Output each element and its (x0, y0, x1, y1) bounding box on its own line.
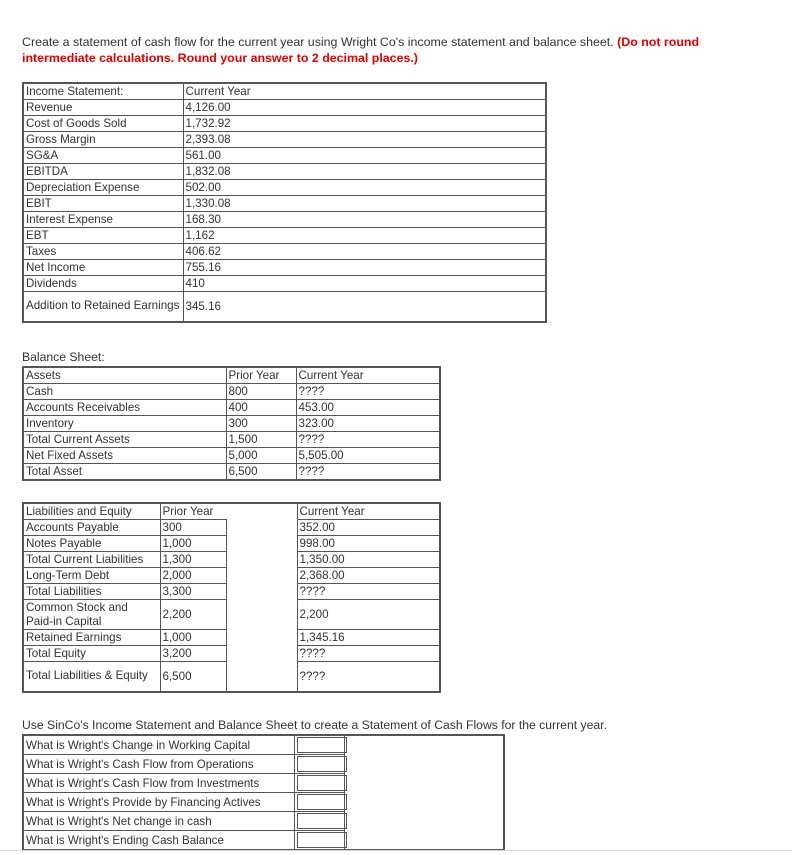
prior-year-heading: Prior Year (162, 505, 214, 518)
table-row (23, 148, 546, 164)
prior-value: 800 (226, 384, 296, 400)
current-value: 323.00 (296, 416, 440, 432)
current-value: 5,505.00 (296, 448, 440, 464)
current-value: ???? (296, 384, 440, 400)
answer-cell (294, 793, 344, 812)
prior-value: 1,500 (226, 432, 296, 448)
answer-cell (294, 812, 344, 831)
row-label: Cash (23, 384, 226, 400)
current-value: 1,350.00 (297, 552, 440, 568)
question-label: What is Wright's Change in Working Capital (23, 735, 294, 755)
spacer-cell (226, 536, 297, 552)
current-year-heading: Current Year (297, 503, 440, 520)
current-value: 998.00 (297, 536, 440, 552)
row-label: Net Income (23, 260, 183, 276)
table-row (23, 180, 546, 196)
current-value: 2,200 (297, 600, 440, 630)
prior-value: 400 (226, 400, 296, 416)
table-row (23, 244, 546, 260)
row-label: EBIT (23, 196, 183, 212)
row-label: Revenue (23, 100, 183, 116)
ending-cash-balance-input[interactable] (297, 832, 347, 848)
assets-table (22, 366, 441, 481)
answer-cell (294, 831, 344, 851)
table-row (23, 536, 440, 552)
row-value: 1,832.08 (183, 164, 546, 180)
table-header-row (23, 367, 440, 384)
row-label: Inventory (23, 416, 226, 432)
prior-value: 300 (226, 416, 296, 432)
row-label: Long-Term Debt (23, 568, 160, 584)
current-value: ???? (296, 464, 440, 481)
table-row (23, 630, 440, 646)
question-label: What is Wright's Cash Flow from Operations (23, 755, 294, 774)
table-header-row (23, 83, 546, 100)
table-row (23, 464, 440, 481)
rounding-note: (Do not round intermediate calculations. Round your answer to 2 decimal places.) (22, 35, 700, 65)
row-value: 502.00 (183, 180, 546, 196)
cash-flow-operations-input[interactable] (297, 756, 347, 772)
row-label: Total Current Liabilities (23, 552, 160, 568)
prior-value: 2,000 (160, 568, 226, 584)
question-label: What is Wright's Ending Cash Balance (23, 831, 294, 851)
spacer-cell (344, 812, 504, 831)
row-value: 1,330.08 (183, 196, 546, 212)
row-label: Notes Payable (23, 536, 160, 552)
net-change-in-cash-input[interactable] (297, 813, 347, 829)
prior-value: 1,000 (160, 630, 226, 646)
income-statement-heading: Income Statement: (23, 83, 183, 100)
row-label: Total Liabilities & Equity (23, 662, 160, 692)
spacer-cell (226, 630, 297, 646)
current-value: ???? (296, 432, 440, 448)
prior-value: 3,200 (160, 646, 226, 662)
table-row (23, 384, 440, 400)
table-row (23, 132, 546, 148)
table-row (23, 212, 546, 228)
instructions-text: Create a statement of cash flow for the current year using Wright Co's income statement and balance sheet. (22, 35, 614, 49)
current-value: 352.00 (297, 520, 440, 536)
row-value: 561.00 (183, 148, 546, 164)
row-label: Addition to Retained Earnings (23, 292, 183, 322)
table-row (23, 448, 440, 464)
current-value: ???? (297, 662, 440, 692)
spacer-cell (344, 735, 504, 755)
question-label: What is Wright's Cash Flow from Investments (23, 774, 294, 793)
table-row (23, 260, 546, 276)
answer-cell (294, 774, 344, 793)
answer-cell (294, 735, 344, 755)
row-value: 410 (183, 276, 546, 292)
row-value: 406.62 (183, 244, 546, 260)
table-row (23, 793, 504, 812)
row-label: Interest Expense (23, 212, 183, 228)
table-row (23, 755, 504, 774)
spacer-cell (226, 662, 297, 692)
table-row (23, 116, 546, 132)
row-label: Net Fixed Assets (23, 448, 226, 464)
change-in-working-capital-input[interactable] (297, 737, 347, 753)
table-row (23, 646, 440, 662)
row-label: Taxes (23, 244, 183, 260)
instructions (22, 34, 772, 66)
table-row (23, 568, 440, 584)
table-row (23, 662, 440, 692)
liabilities-equity-table (22, 502, 441, 693)
prior-value: 5,000 (226, 448, 296, 464)
page-divider (0, 850, 792, 851)
questions-table (22, 734, 505, 851)
table-row (23, 400, 440, 416)
table-row (23, 292, 546, 322)
cash-flow-investments-input[interactable] (297, 775, 347, 791)
row-label: Gross Margin (23, 132, 183, 148)
table-row (23, 416, 440, 432)
table-row (23, 600, 440, 630)
table-row (23, 432, 440, 448)
assets-heading: Assets (23, 367, 226, 384)
prior-value: 3,300 (160, 584, 226, 600)
table-row (23, 196, 546, 212)
row-label: SG&A (23, 148, 183, 164)
table-row (23, 812, 504, 831)
row-value: 168.30 (183, 212, 546, 228)
spacer-cell (344, 793, 504, 812)
row-label: Accounts Receivables (23, 400, 226, 416)
spacer-cell (226, 568, 297, 584)
spacer-cell (226, 646, 297, 662)
row-value: 4,126.00 (183, 100, 546, 116)
prior-value: 1,000 (160, 536, 226, 552)
answer-cell (294, 755, 344, 774)
table-row (23, 100, 546, 116)
financing-activities-input[interactable] (297, 794, 347, 810)
row-value: 2,393.08 (183, 132, 546, 148)
row-label: Cost of Goods Sold (23, 116, 183, 132)
row-label: EBT (23, 228, 183, 244)
row-label: Total Asset (23, 464, 226, 481)
prior-value: 6,500 (226, 464, 296, 481)
row-label: EBITDA (23, 164, 183, 180)
spacer-cell (344, 831, 504, 851)
current-value: 1,345.16 (297, 630, 440, 646)
spacer-cell (226, 520, 297, 536)
prior-year-heading: Prior Year (226, 367, 296, 384)
prior-value: 6,500 (160, 662, 226, 692)
spacer-cell (226, 600, 297, 630)
spacer-cell (226, 584, 297, 600)
spacer-cell (226, 552, 297, 568)
table-row (23, 228, 546, 244)
table-row (23, 552, 440, 568)
row-label: Total Equity (23, 646, 160, 662)
table-header-row (23, 503, 440, 520)
row-label: Accounts Payable (23, 520, 160, 536)
row-value: 1,732.92 (183, 116, 546, 132)
table-row (23, 520, 440, 536)
question-label: What is Wright's Net change in cash (23, 812, 294, 831)
row-value: 755.16 (183, 260, 546, 276)
prior-value: 1,300 (160, 552, 226, 568)
table-row (23, 735, 504, 755)
current-year-heading: Current Year (296, 367, 440, 384)
prior-value: 2,200 (160, 600, 226, 630)
prior-value: 300 (160, 520, 226, 536)
row-label: Dividends (23, 276, 183, 292)
liabilities-heading: Liabilities and Equity (23, 503, 160, 520)
table-row (23, 831, 504, 851)
question-label: What is Wright's Provide by Financing Actives (23, 793, 294, 812)
row-label: Common Stock and Paid-in Capital (23, 600, 160, 630)
row-value: 345.16 (183, 292, 546, 322)
spacer-heading (226, 503, 297, 520)
current-value: 453.00 (296, 400, 440, 416)
current-value: ???? (297, 584, 440, 600)
current-value: ???? (297, 646, 440, 662)
row-value: 1,162 (183, 228, 546, 244)
row-label: Total Liabilities (23, 584, 160, 600)
table-row (23, 774, 504, 793)
current-year-heading: Current Year (183, 83, 546, 100)
questions-prompt: Use SinCo's Income Statement and Balance Sheet to create a Statement of Cash Flows for the current year. (22, 718, 607, 732)
row-label: Retained Earnings (23, 630, 160, 646)
spacer-cell (344, 774, 504, 793)
table-row (23, 276, 546, 292)
table-row (23, 164, 546, 180)
row-label: Total Current Assets (23, 432, 226, 448)
row-label: Depreciation Expense (23, 180, 183, 196)
income-statement-table (22, 82, 547, 323)
spacer-cell (344, 755, 504, 774)
balance-sheet-label: Balance Sheet: (22, 350, 105, 364)
table-row (23, 584, 440, 600)
current-value: 2,368.00 (297, 568, 440, 584)
